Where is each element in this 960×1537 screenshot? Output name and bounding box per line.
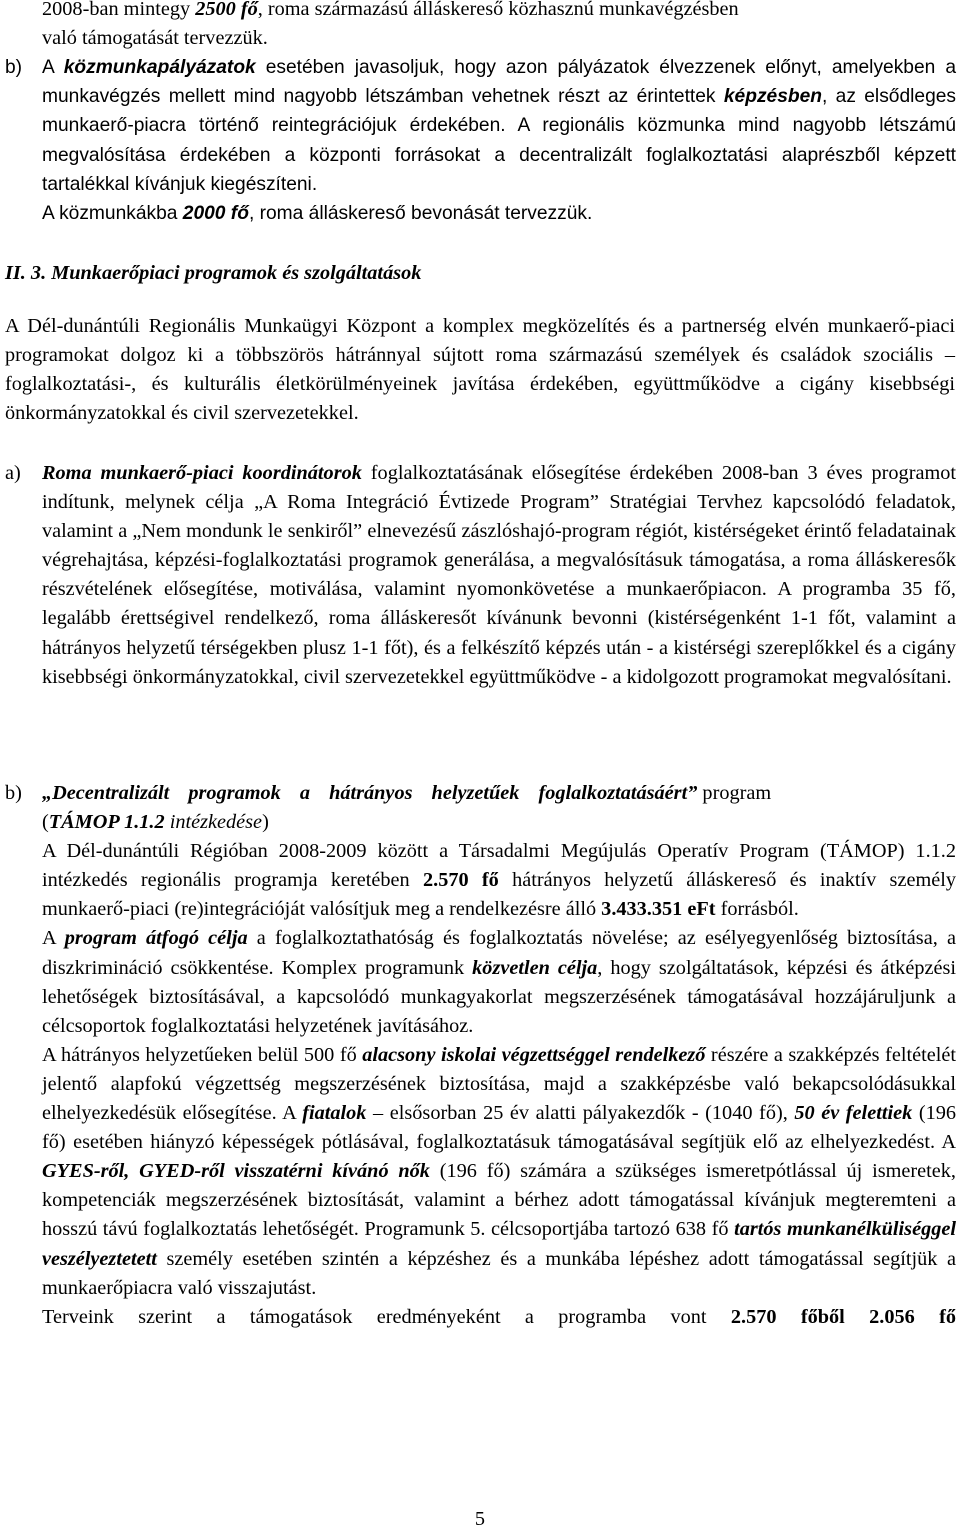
text-run: hátrányos helyzetű álláskereső és inaktív személy munkaerő-piaci (re)integrációját valósítjuk meg a rendelkezésre álló [42,869,957,921]
list-marker-b1: b) [5,57,23,78]
text-run: program [697,782,772,804]
emphasis-text: GYES-ről, GYED-ről visszatérni kívánó nők [42,1160,430,1183]
text-run: személy esetében szintén a képzéshez és a munkába lépéshez adott támogatással segítjük a munkaerőpiacra való visszajutást. [42,1247,956,1299]
emphasis-text: fiatalok [302,1102,367,1125]
text-run: , roma álláskereső bevonását tervezzük. [248,203,593,225]
emphasis-text: közvetlen célja [472,956,598,979]
text-run: , az elsődleges munkaerő-piacra történő reintegrációjuk érdekében. A regionális közmunka mind nagyobb létszámú megvalósítása érdekében a központi forrásokat a decentralizált foglalkoztatási alaprészből képzett tartalékkal kívánjuk kiegészíteni. [42,86,957,195]
text-run: (196 fő) számára a szükséges ismeretpótlással új ismeretek, kompetenciák megszerzésének biztosítását, valamint a bérhez adott támogatással kívánjuk megteremteni a hosszú távú foglalkoztatás lehetőségét. Programunk 5. célcsoportjába tartozó 638 fő [42,1160,956,1241]
emphasis-text: közmunkapályázatok [63,57,256,78]
text-run: 2008-ban mintegy [42,0,196,20]
emphasis-text: 2000 fő [182,203,249,225]
section-heading: II. 3. Munkaerőpiaci programok és szolgáltatások [5,262,422,284]
emphasis-text: tartós munkanélküliséggel veszélyeztetett [42,1218,956,1270]
text-run: foglalkoztatásának elősegítése érdekében 2008-ban 3 éves programot indítunk, melynek célja „A Roma Integráció Évtizede Program” Stratégiai Tervhez kapcsolódó feladatok, valamint a „Nem mondunk le senkiről” elnevezésű zászlóshajó-program régiót, kistérségeket érintő feladatainak végrehajtása, képzési-foglalkoztatási programok generálása, a megvalósításuk támogatása, a roma álláskeresők részvételének elősegítése, motiválása, valamint nyomonkövetése a munkaerőpiacon. A programba 35 fő, legalább érettségivel rendelkező, roma álláskeresőt kívánunk bevonni (kistérségenként 1-1 főt, valamint a hátrányos helyzetű térségekben plusz 1-1 főt), és a felkészítő képzés után - a kistérségi szereplőkkel és a cigány kisebbségi önkormányzatokkal, civil szervezetekkel együttműködve - a kidolgozott programokat megvalósítani. [42,462,956,688]
emphasis-text: képzésben [723,86,822,108]
text-run: A közmunkákba [42,203,183,225]
text-run: ) [262,811,269,834]
item-b-paragraph-3 [42,1041,956,1303]
bold-text: 2.570 főből 2.056 fő [730,1305,956,1328]
intro-paragraph: A Dél-dunántúli Regionális Munkaügyi Központ a komplex megközelítés és a partnerség elvén munkaerő-piaci programokat dolgoz ki a többszörös hátránnyal sújtott roma származású személyek és családok szociális – foglalkoztatási-, és kulturális életkörülményeinek javítása érdekében, együttműködve a cigány kisebbségi önkormányzatokkal és civil szervezetekkel. [5,315,955,425]
bold-text: 3.433.351 eFt [601,898,716,921]
emphasis-text: 2500 fő [195,0,258,20]
italic-text: intézkedése [164,811,263,834]
text-run: , roma származású álláskereső közhasznú munkavégzésben [257,0,739,20]
text-run: Terveink szerint a támogatások eredményeként a programba vont [42,1305,731,1328]
page-number: 5 [474,1508,486,1530]
text-run: A [42,927,65,950]
item-a-paragraph [42,459,956,692]
text-run: esetében javasoljuk, hogy azon pályázatok élvezzenek előnyt, amelyekben a munkavégzés mellett mind nagyobb létszámban vehetnek részt az érintettek [42,57,956,108]
bold-text: 2.570 fő [422,869,499,892]
item-b-title [42,779,956,837]
emphasis-text: 50 év felettiek [794,1102,913,1125]
emphasis-text: „Decentralizált programok a hátrányos helyzetűek foglalkoztatásáért” [42,782,698,804]
kozmunka-paragraph [42,53,956,228]
text-run: – elsősorban 25 év alatti pályakezdők - (1040 fő), [366,1102,795,1125]
list-marker-a: a) [5,462,21,484]
text-run: A hátrányos helyzetűeken belül 500 fő [42,1043,363,1066]
item-b-block [42,779,956,1332]
text-run: ( [42,811,49,834]
emphasis-text: alacsony iskolai végzettséggel rendelkező [362,1043,706,1066]
text-run: , hogy szolgáltatások, képzési és átképzési lehetőségek biztosításával, a kapcsolódó munkagyakorlat megszerzésének támogatásával hozzájáruljunk a célcsoportok foglalkoztatási helyzetének javításához. [42,956,956,1037]
item-b-paragraph-1 [42,837,956,924]
emphasis-text: Roma munkaerő-piaci koordinátorok [42,462,362,484]
text-run: A Dél-dunántúli Régióban 2008-2009 között a Társadalmi Megújulás Operatív Program (TÁMOP) 1.1.2 intézkedés regionális programja keretében [42,840,956,892]
list-marker-b2: b) [5,782,22,804]
emphasis-text: TÁMOP 1.1.2 [48,811,165,834]
text-run: A [42,57,64,78]
item-b-paragraph-2 [42,924,956,1040]
text-run: a foglalkoztathatóság és foglalkoztatás növelése; az esélyegyenlőség biztosítása, a diszkrimináció csökkentése. Komplex programunk [42,927,956,979]
top-paragraph [42,0,955,53]
text-run: (196 fő) esetében hiányzó képességek pótlásával, foglalkoztatásuk támogatásával segítjük elő az elhelyezkedést. A [42,1102,957,1154]
text-run: forrásból. [715,898,799,921]
text-run: való támogatását tervezzük. [42,27,268,50]
item-b-paragraph-4 [42,1303,956,1332]
emphasis-text: program átfogó célja [64,927,248,950]
text-run: részére a szakképzés feltételét jelentő alapfokú végzettség megszerzésének biztosítása, majd a szakképzésbe való bekapcsolódásukkal elhelyezkedésük elősegítése. A [42,1043,956,1125]
